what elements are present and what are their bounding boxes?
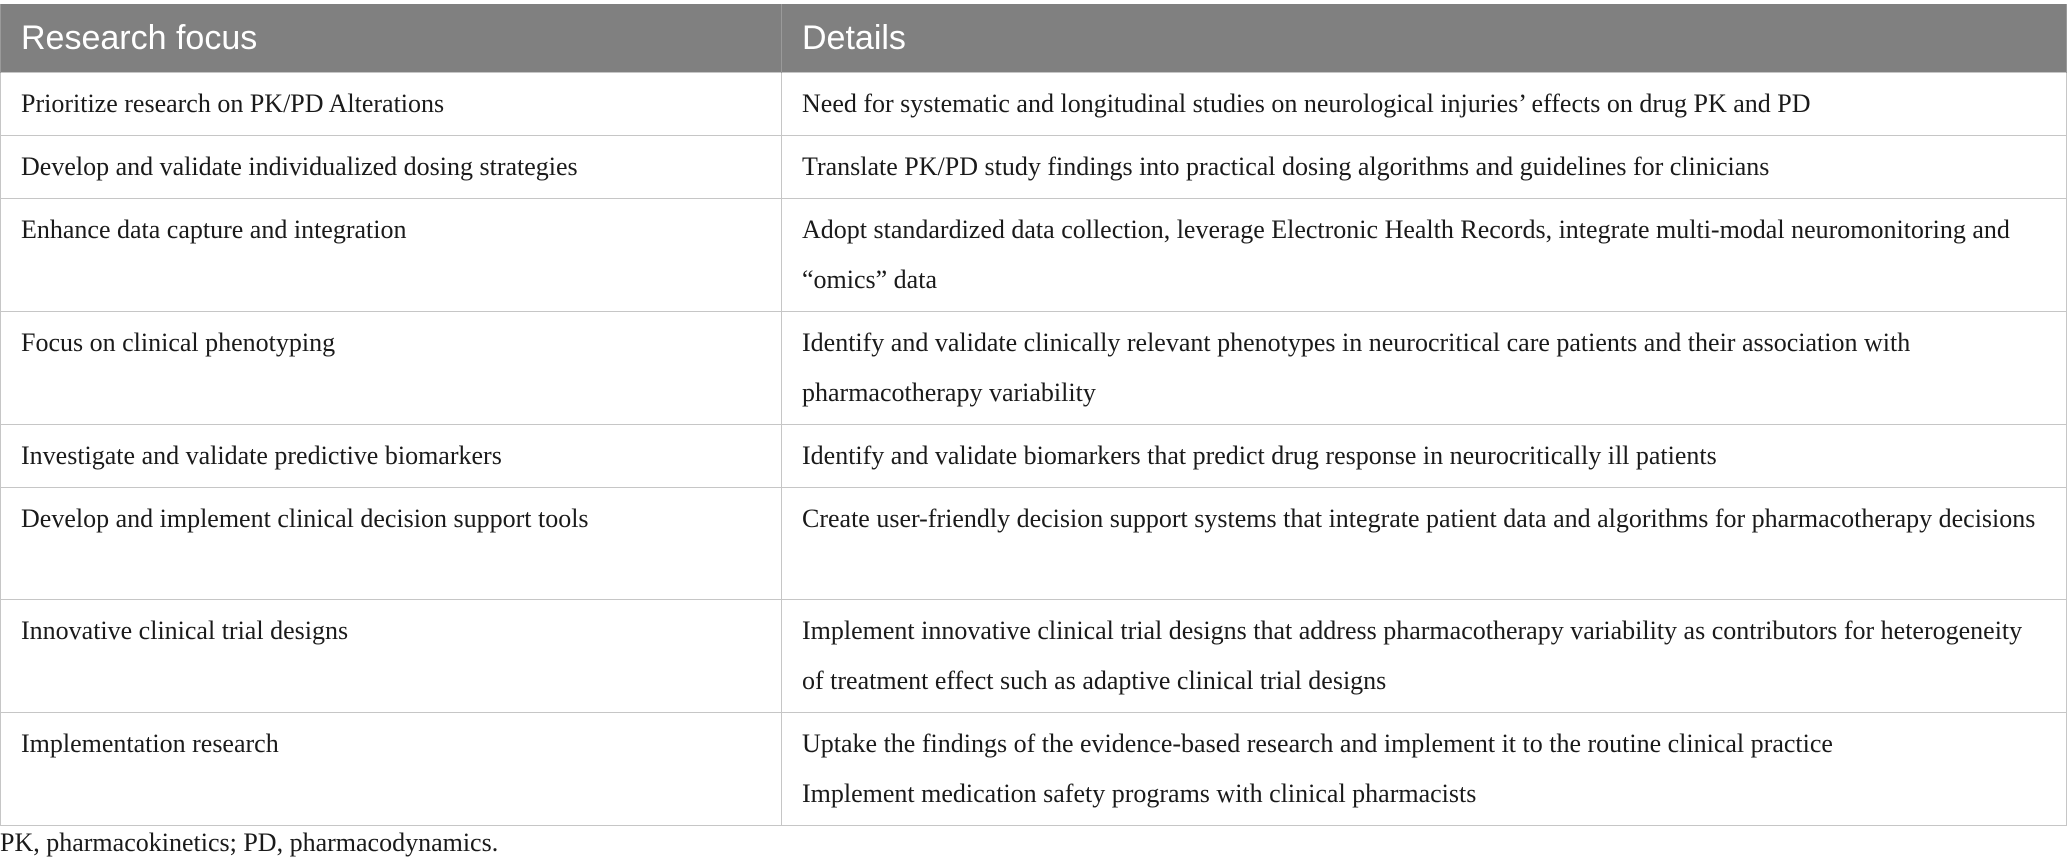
- focus-cell: Implementation research: [1, 713, 782, 826]
- table-row: [1, 600, 2067, 713]
- header-row: [1, 4, 2067, 73]
- details-line: Create user-friendly decision support systems that integrate patient data and algorithms for pharmacotherapy decisions: [802, 504, 2036, 533]
- table-footnote: PK, pharmacokinetics; PD, pharmacodynamics.: [0, 828, 499, 857]
- details-line: Implement medication safety programs with clinical pharmacists: [802, 779, 1477, 808]
- details-line: Identify and validate clinically relevant phenotypes in neurocritical care patients and their association with pharmacotherapy variability: [802, 328, 1911, 407]
- details-line: Adopt standardized data collection, leverage Electronic Health Records, integrate multi-modal neuromonitoring and “omics” data: [802, 215, 2010, 294]
- table-body: [1, 73, 2067, 826]
- details-line: Need for systematic and longitudinal studies on neurological injuries’ effects on drug PK and PD: [802, 89, 1811, 118]
- table-row: [1, 312, 2067, 425]
- details-cell: [782, 488, 2067, 600]
- details-cell: [782, 136, 2067, 199]
- header-details: Details: [782, 4, 2067, 73]
- focus-cell: Develop and implement clinical decision support tools: [1, 488, 782, 600]
- details-cell: [782, 73, 2067, 136]
- details-cell: [782, 600, 2067, 713]
- details-line: Implement innovative clinical trial designs that address pharmacotherapy variability as contributors for heterogeneity of treatment effect such as adaptive clinical trial designs: [802, 616, 2023, 695]
- header-research-focus: Research focus: [1, 4, 782, 73]
- table-row: [1, 73, 2067, 136]
- focus-cell: Innovative clinical trial designs: [1, 600, 782, 713]
- table-row: [1, 136, 2067, 199]
- details-line: Uptake the findings of the evidence-based research and implement it to the routine clinical practice: [802, 729, 1833, 758]
- details-line: Identify and validate biomarkers that predict drug response in neurocritically ill patients: [802, 441, 1717, 470]
- table-header: [1, 4, 2067, 73]
- details-cell: [782, 425, 2067, 488]
- details-cell: [782, 713, 2067, 826]
- table-row: [1, 199, 2067, 312]
- focus-cell: Focus on clinical phenotyping: [1, 312, 782, 425]
- table-row: [1, 488, 2067, 600]
- focus-cell: Develop and validate individualized dosing strategies: [1, 136, 782, 199]
- table-row: [1, 713, 2067, 826]
- research-focus-table: [0, 4, 2067, 826]
- details-cell: [782, 312, 2067, 425]
- focus-cell: Enhance data capture and integration: [1, 199, 782, 312]
- details-line: Translate PK/PD study findings into practical dosing algorithms and guidelines for clinicians: [802, 152, 1770, 181]
- table-row: [1, 425, 2067, 488]
- focus-cell: Investigate and validate predictive biomarkers: [1, 425, 782, 488]
- research-table-container: [0, 4, 2066, 826]
- focus-cell: Prioritize research on PK/PD Alterations: [1, 73, 782, 136]
- details-cell: [782, 199, 2067, 312]
